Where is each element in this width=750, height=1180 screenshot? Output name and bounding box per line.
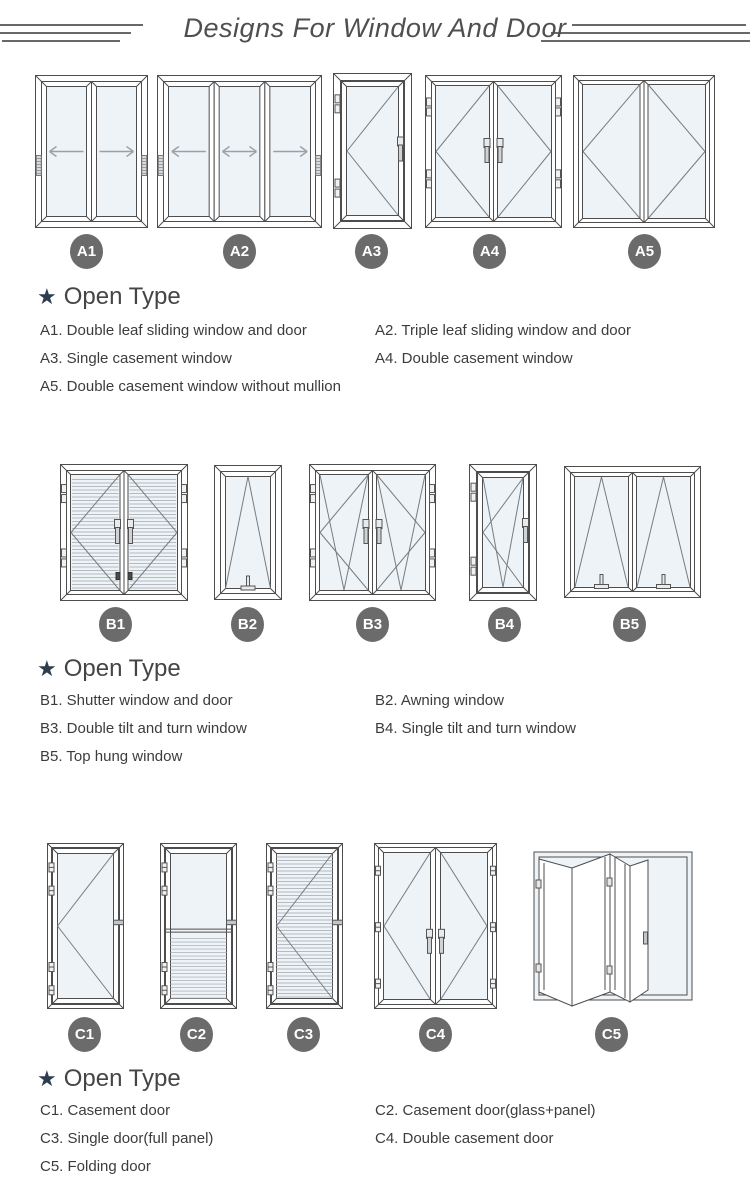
drawing-b4-single-tilt-turn bbox=[469, 464, 537, 601]
badge-b5: B5 bbox=[613, 607, 646, 642]
drawing-c2-glass-panel-door bbox=[160, 843, 237, 1009]
badge-a5: A5 bbox=[628, 234, 661, 269]
section-c-heading bbox=[37, 1065, 181, 1093]
badge-b4: B4 bbox=[488, 607, 521, 642]
section-c-descriptions bbox=[40, 1102, 720, 1180]
desc-b5: B5. Top hung window bbox=[40, 748, 183, 765]
section-b-heading-label: Open Type bbox=[63, 655, 181, 682]
badge-c1: C1 bbox=[68, 1017, 101, 1052]
badge-a1: A1 bbox=[70, 234, 103, 269]
desc-a3: A3. Single casement window bbox=[40, 350, 232, 367]
desc-c5: C5. Folding door bbox=[40, 1158, 151, 1175]
drawing-a3-single-casement bbox=[333, 73, 412, 229]
desc-b2: B2. Awning window bbox=[375, 692, 504, 709]
desc-c1: C1. Casement door bbox=[40, 1102, 171, 1119]
section-b-heading bbox=[37, 655, 181, 683]
drawing-c5-folding-door bbox=[524, 840, 714, 1010]
desc-a1: A1. Double leaf sliding window and door bbox=[40, 322, 307, 339]
badge-c2: C2 bbox=[180, 1017, 213, 1052]
drawing-c1-casement-door bbox=[47, 843, 124, 1009]
star-icon: ★ bbox=[37, 1066, 57, 1091]
desc-b1: B1. Shutter window and door bbox=[40, 692, 233, 709]
star-icon: ★ bbox=[37, 284, 57, 309]
drawing-b3-double-tilt-turn bbox=[309, 464, 436, 601]
drawing-a5-double-casement-no-mullion bbox=[573, 75, 715, 228]
badge-a4: A4 bbox=[473, 234, 506, 269]
section-b-descriptions bbox=[40, 692, 720, 776]
drawing-b2-awning bbox=[214, 465, 282, 600]
badge-b2: B2 bbox=[231, 607, 264, 642]
drawing-b1-shutter bbox=[60, 464, 188, 601]
desc-b3: B3. Double tilt and turn window bbox=[40, 720, 247, 737]
drawing-c3-full-panel-door bbox=[266, 843, 343, 1009]
section-a-descriptions bbox=[40, 322, 720, 406]
badge-c4: C4 bbox=[419, 1017, 452, 1052]
badge-c5: C5 bbox=[595, 1017, 628, 1052]
badge-b3: B3 bbox=[356, 607, 389, 642]
badge-a2: A2 bbox=[223, 234, 256, 269]
star-icon: ★ bbox=[37, 656, 57, 681]
section-a-heading bbox=[37, 283, 181, 311]
desc-a2: A2. Triple leaf sliding window and door bbox=[375, 322, 631, 339]
drawing-b5-top-hung bbox=[564, 466, 701, 598]
desc-b4: B4. Single tilt and turn window bbox=[375, 720, 576, 737]
drawing-c4-double-casement-door bbox=[374, 843, 497, 1009]
desc-c4: C4. Double casement door bbox=[375, 1130, 554, 1147]
drawing-a1-double-sliding bbox=[35, 75, 148, 228]
drawing-a2-triple-sliding bbox=[157, 75, 322, 228]
desc-a5: A5. Double casement window without mullion bbox=[40, 378, 341, 395]
badge-c3: C3 bbox=[287, 1017, 320, 1052]
desc-a4: A4. Double casement window bbox=[375, 350, 573, 367]
desc-c3: C3. Single door(full panel) bbox=[40, 1130, 214, 1147]
desc-c2: C2. Casement door(glass+panel) bbox=[375, 1102, 596, 1119]
badge-a3: A3 bbox=[355, 234, 388, 269]
section-c-heading-label: Open Type bbox=[63, 1065, 181, 1092]
badge-b1: B1 bbox=[99, 607, 132, 642]
page-title: Designs For Window And Door bbox=[183, 13, 567, 43]
section-a-heading-label: Open Type bbox=[63, 283, 181, 310]
drawing-a4-double-casement bbox=[425, 75, 562, 228]
